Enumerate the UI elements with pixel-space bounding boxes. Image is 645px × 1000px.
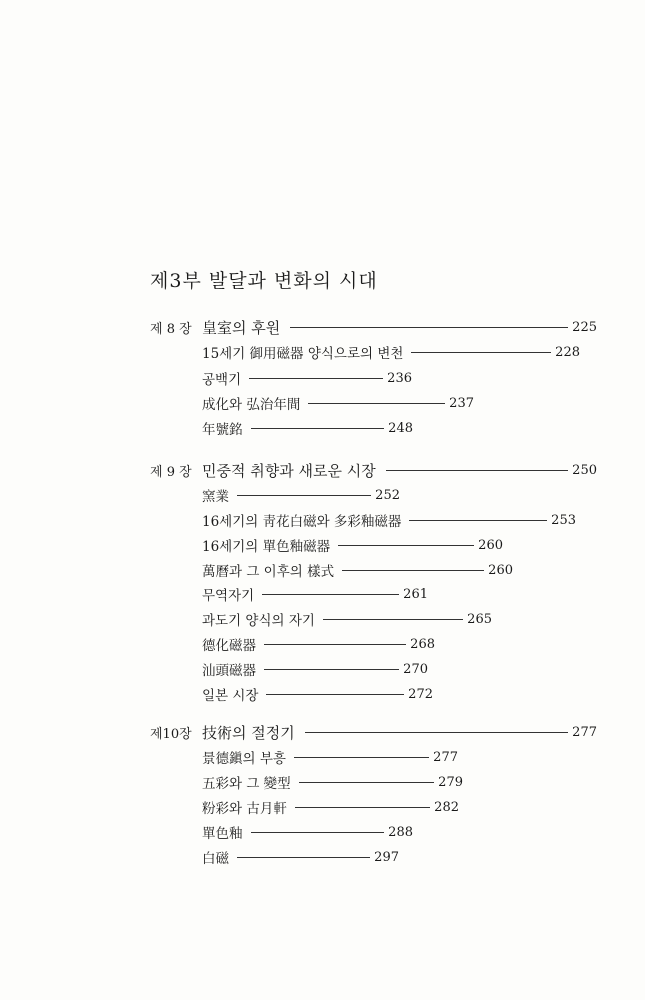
section-title: 成化와 弘治年間 (202, 397, 301, 413)
section-title: 16세기의 單色釉磁器 (202, 539, 331, 555)
leader-line (294, 757, 429, 758)
chapter-title: 민중적 취향과 새로운 시장 (202, 461, 376, 480)
section-title: 單色釉 (202, 826, 243, 842)
page-number: 297 (374, 849, 399, 865)
page-number: 261 (403, 586, 428, 602)
page-number: 250 (572, 462, 597, 478)
chapter-title: 皇室의 후원 (202, 318, 281, 337)
page-number: 228 (555, 344, 580, 360)
section-title: 萬曆과 그 이후의 樣式 (202, 564, 335, 580)
page-number: 252 (375, 487, 400, 503)
page-number: 279 (438, 774, 463, 790)
leader-line (264, 644, 406, 645)
section-title: 15세기 御用磁器 양식으로의 변천 (202, 346, 404, 362)
leader-line (299, 782, 435, 783)
section-entry (202, 559, 513, 581)
section-entry (202, 341, 580, 363)
page-number: 237 (449, 395, 474, 411)
chapter-label: 제 9 장 (150, 464, 192, 480)
page-number: 265 (467, 611, 492, 627)
page-number: 277 (433, 749, 458, 765)
section-title: 窯業 (202, 489, 229, 505)
leader-line (305, 732, 568, 733)
chapter-8-entry (150, 316, 597, 338)
page-number: 260 (478, 537, 503, 553)
leader-line (290, 327, 568, 328)
section-entry (202, 392, 474, 414)
page-number: 270 (403, 661, 428, 677)
leader-line (251, 428, 385, 429)
leader-line (249, 378, 383, 379)
section-entry (202, 821, 413, 843)
leader-line (237, 495, 371, 496)
section-title: 공백기 (202, 372, 242, 388)
section-title: 일본 시장 (202, 688, 259, 704)
section-title: 景德鎭의 부흥 (202, 751, 286, 767)
chapter-10-entry (150, 721, 597, 743)
page-number: 277 (572, 724, 597, 740)
page-number: 288 (388, 824, 413, 840)
section-title: 과도기 양식의 자기 (202, 613, 315, 629)
leader-line (264, 669, 399, 670)
section-title: 五彩와 그 變型 (202, 776, 291, 792)
section-entry (202, 509, 576, 531)
page-number: 260 (488, 562, 513, 578)
chapter-label: 제10장 (150, 726, 192, 742)
leader-line (237, 857, 370, 858)
section-title: 粉彩와 古月軒 (202, 801, 287, 817)
section-title: 무역자기 (202, 588, 255, 604)
leader-line (323, 619, 463, 620)
leader-line (262, 594, 399, 595)
chapter-title: 技術의 절정기 (202, 723, 295, 742)
section-entry (202, 658, 428, 680)
section-entry (202, 771, 463, 793)
section-title: 白磁 (202, 851, 229, 867)
section-title: 年號銘 (202, 422, 243, 438)
page-number: 253 (551, 512, 576, 528)
section-entry (202, 746, 458, 768)
leader-line (251, 832, 385, 833)
section-entry (202, 633, 435, 655)
section-title: 16세기의 靑花白磁와 多彩釉磁器 (202, 514, 402, 530)
section-entry (202, 796, 459, 818)
leader-line (266, 694, 404, 695)
chapter-9-entry (150, 459, 597, 481)
leader-line (295, 807, 430, 808)
page-number: 225 (572, 319, 597, 335)
leader-line (411, 352, 551, 353)
page-number: 236 (387, 370, 412, 386)
leader-line (409, 520, 547, 521)
section-entry (202, 846, 399, 868)
leader-line (386, 470, 568, 471)
section-entry (202, 484, 400, 506)
leader-line (308, 403, 445, 404)
leader-line (338, 545, 474, 546)
section-title: 德化磁器 (202, 638, 256, 654)
section-entry (202, 683, 433, 705)
page-number: 272 (408, 686, 433, 702)
page-number: 282 (434, 799, 459, 815)
page-number: 248 (388, 420, 413, 436)
leader-line (342, 570, 484, 571)
section-title: 汕頭磁器 (202, 663, 256, 679)
section-entry (202, 583, 428, 605)
section-entry (202, 534, 503, 556)
part-title: 제3부 발달과 변화의 시대 (150, 270, 378, 292)
section-entry (202, 608, 492, 630)
chapter-label: 제 8 장 (150, 321, 192, 337)
page-number: 268 (410, 636, 435, 652)
section-entry (202, 367, 412, 389)
section-entry (202, 417, 413, 439)
